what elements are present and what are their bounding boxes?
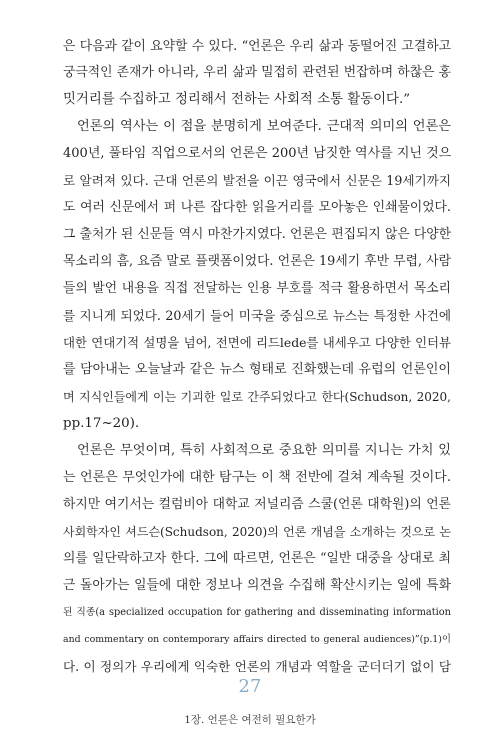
text-line: 언론은 무엇이며, 특히 사회적으로 중요한 의미를 지니는 가치 있 [77, 443, 451, 458]
text-line: 궁극적인 존재가 아니라, 우리 삶과 밀접히 관련된 번잡하며 하찮은 홍 [63, 65, 451, 80]
page-number: 27 [238, 676, 262, 697]
text-line: 대한 연대기적 설명을 넘어, 전면에 리드lede를 내세우고 다양한 인터뷰 [63, 335, 451, 350]
text-line: and commentary on contemporary affairs directed to general audiences)”(p.1)이 [63, 634, 451, 645]
text-line: 며 지식인들에게 이는 기괴한 일로 간주되었다고 한다(Schudson, 2020, [63, 390, 451, 404]
text-line: 목소리의 흠, 요즘 말로 플랫폼이었다. 언론은 19세기 후반 무렵, 사람 [63, 254, 451, 269]
text-line: 은 다음과 같이 요약할 수 있다. “언론은 우리 삶과 동떨어진 고결하고 [63, 39, 451, 54]
text-line: 들의 발언 내용을 직접 전달하는 인용 부호를 적극 활용하면서 목소리 [63, 281, 451, 296]
text-line: 언론의 역사는 이 점을 분명히게 보여준다. 근대적 의미의 언론은 [77, 119, 451, 134]
text-line: 밋거리를 수집하고 정리해서 전하는 사회적 소통 활동이다.” [63, 92, 411, 107]
text-line: 근 돌아가는 일들에 대한 정보나 의견을 수집해 확산시키는 일에 특화 [63, 578, 451, 593]
text-line: 그 출처가 된 신문들 역시 마찬가지였다. 언론은 편집되지 않은 다양한 [63, 227, 451, 242]
text-line: 된 직종(a specialized occupation for gathering and disseminating information [63, 607, 451, 618]
text-line: 를 지니게 되었다. 20세기 들어 미국을 중심으로 뉴스는 특정한 사건에 [63, 308, 451, 323]
text-line: pp.17~20). [63, 416, 140, 431]
text-line: 로 알려져 있다. 근대 언론의 발전을 이끈 영국에서 신문은 19세기까지 [63, 173, 451, 188]
text-line: 하지만 여기서는 컬럼비아 대학교 저널리즘 스쿨(언론 대학원)의 언론 [63, 497, 451, 512]
text-line: 도 여러 신문에서 퍼 나른 잡다한 읽을거리를 모아놓은 인쇄물이었다. [63, 200, 451, 215]
text-line: 다. 이 정의가 우리에게 익숙한 언론의 개념과 역할을 군더더기 없이 담 [63, 659, 451, 674]
text-line: 사회학자인 셔드슨(Schudson, 2020)의 언론 개념을 소개하는 것으로 논 [63, 525, 451, 539]
running-footer: 1장. 언론은 여전히 필요한가 [184, 714, 316, 726]
text-line: 400년, 풀타임 직업으로서의 언론은 200년 남짓한 역사를 지닌 것으 [63, 146, 451, 161]
text-line: 는 언론은 무엇인가에 대한 탐구는 이 책 전반에 걸쳐 계속될 것이다. [63, 470, 451, 485]
text-line: 를 담아내는 오늘날과 같은 뉴스 형태로 진화했는데 유럽의 언론인이 [63, 362, 451, 377]
text-line: 의를 일단락하고자 한다. 그에 따르면, 언론은 “일반 대중을 상대로 최 [63, 551, 451, 566]
